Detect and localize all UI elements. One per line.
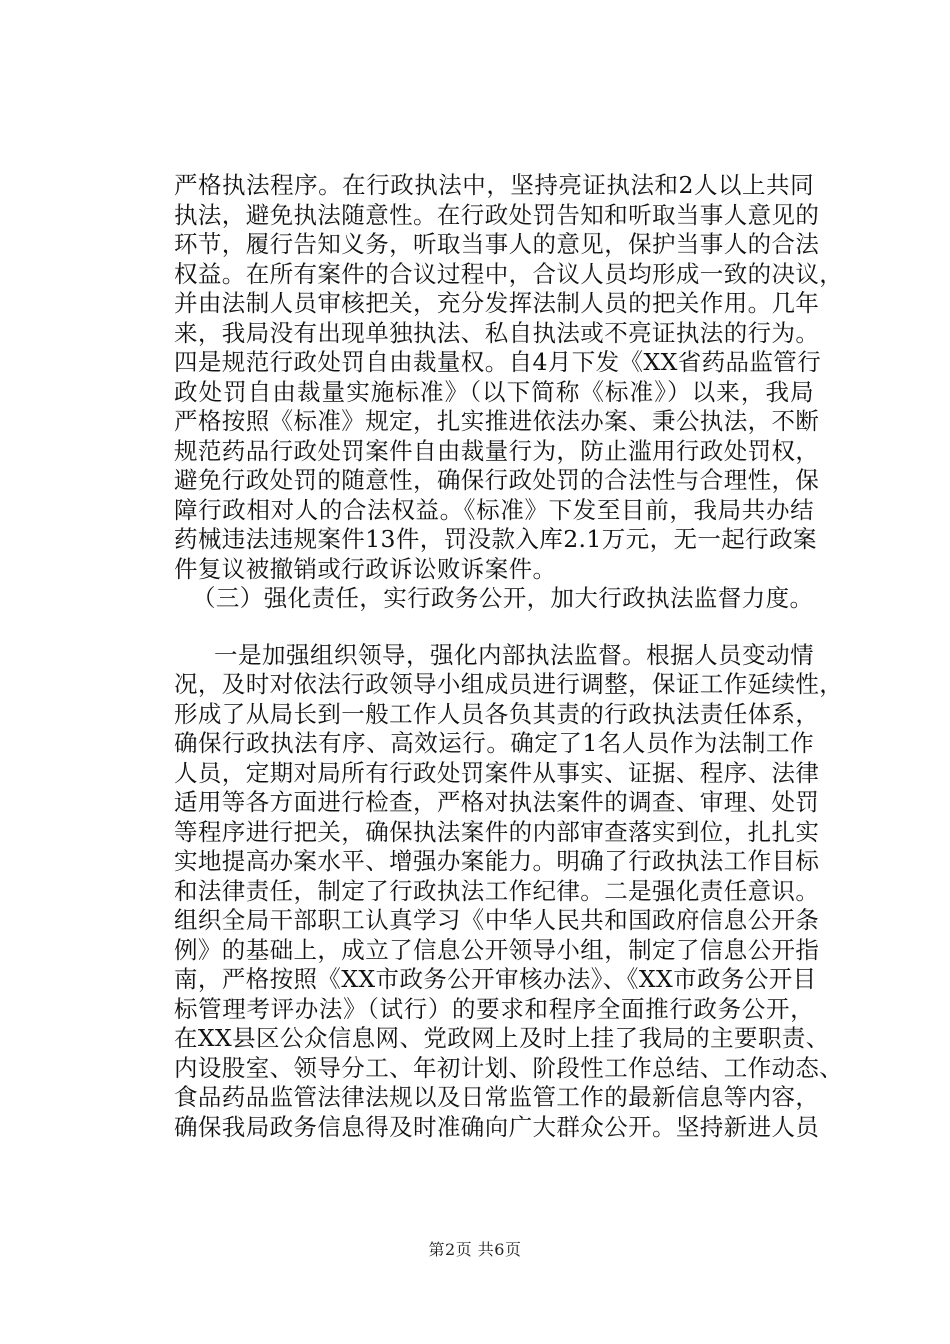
text-line: 环节，履行告知义务，听取当事人的意见，保护当事人的合法: [174, 230, 820, 258]
text-line: 障行政相对人的合法权益。《标准》下发至目前，我局共办结: [174, 495, 814, 524]
text-line: 况，及时对依法行政领导小组成员进行调整，保证工作延续性，: [174, 670, 844, 698]
text-line: 内设股室、领导分工、年初计划、阶段性工作总结、工作动态、: [174, 1053, 844, 1082]
text-line: 食品药品监管法律法规以及日常监管工作的最新信息等内容，: [174, 1083, 820, 1111]
text-line: 等程序进行把关，确保执法案件的内部审查落实到位，扎扎实: [174, 817, 820, 846]
text-line: 人员，定期对局所有行政处罚案件从事实、证据、程序、法律: [174, 758, 820, 787]
text-line: 政处罚自由裁量实施标准》（以下简称《标准》）以来，我局: [174, 377, 814, 406]
text-line: 标管理考评办法》（试行）的要求和程序全面推行政务公开，: [174, 994, 814, 1023]
paragraph-2: [174, 640, 844, 1143]
text-line: 避免行政处罚的随意性，确保行政处罚的合法性与合理性，保: [174, 466, 820, 494]
text-line: 规范药品行政处罚案件自由裁量行为，防止滥用行政处罚权，: [174, 436, 820, 465]
document-body: [174, 171, 844, 1142]
text-line: 确保我局政务信息得及时准确向广大群众公开。坚持新进人员: [174, 1112, 820, 1141]
text-line: 严格执法程序。在行政执法中，坚持亮证执法和2人以上共同: [174, 171, 814, 199]
text-line: 实地提高办案水平、增强办案能力。明确了行政执法工作目标: [174, 847, 820, 875]
text-line: 例》的基础上，成立了信息公开领导小组，制定了信息公开指: [174, 935, 820, 964]
text-line: 权益。在所有案件的合议过程中，合议人员均形成一致的决议，: [174, 259, 844, 288]
text-line: 和法律责任，制定了行政执法工作纪律。二是强化责任意识。: [174, 876, 820, 905]
text-line: 来，我局没有出现单独执法、私自执法或不亮证执法的行为。: [174, 318, 820, 347]
section-heading: （三）强化责任，实行政务公开，加大行政执法监督力度。: [192, 584, 814, 612]
text-line: 并由法制人员审核把关，充分发挥法制人员的把关作用。几年: [174, 289, 820, 317]
text-line: 南，严格按照《XX市政务公开审核办法》、《XX市政务公开目: [174, 965, 817, 993]
text-line: 确保行政执法有序、高效运行。确定了1名人员作为法制工作: [174, 729, 814, 757]
text-line: 在XX县区公众信息网、党政网上及时上挂了我局的主要职责、: [174, 1024, 830, 1052]
text-line: 组织全局干部职工认真学习《中华人民共和国政府信息公开条: [174, 906, 820, 934]
page-footer: 第2页 共6页: [428, 1240, 522, 1259]
paragraph-spacer: [174, 614, 814, 641]
text-line: 严格按照《标准》规定，扎实推进依法办案、秉公执法，不断: [174, 407, 820, 435]
text-line: 四是规范行政处罚自由裁量权。自4月下发《XX省药品监管行: [174, 348, 822, 376]
paragraph-1: [174, 171, 844, 584]
text-line: 形成了从局长到一般工作人员各负其责的行政执法责任体系，: [174, 699, 820, 728]
text-line: 件复议被撤销或行政诉讼败诉案件。: [174, 554, 557, 583]
text-line: 执法，避免执法随意性。在行政处罚告知和听取当事人意见的: [174, 200, 820, 229]
text-line: 一是加强组织领导，强化内部执法监督。根据人员变动情: [214, 640, 814, 669]
text-line: 药械违法违规案件13件，罚没款入库2.1万元，无一起行政案: [174, 525, 817, 553]
text-line: 适用等各方面进行检查，严格对执法案件的调查、审理、处罚: [174, 788, 820, 816]
